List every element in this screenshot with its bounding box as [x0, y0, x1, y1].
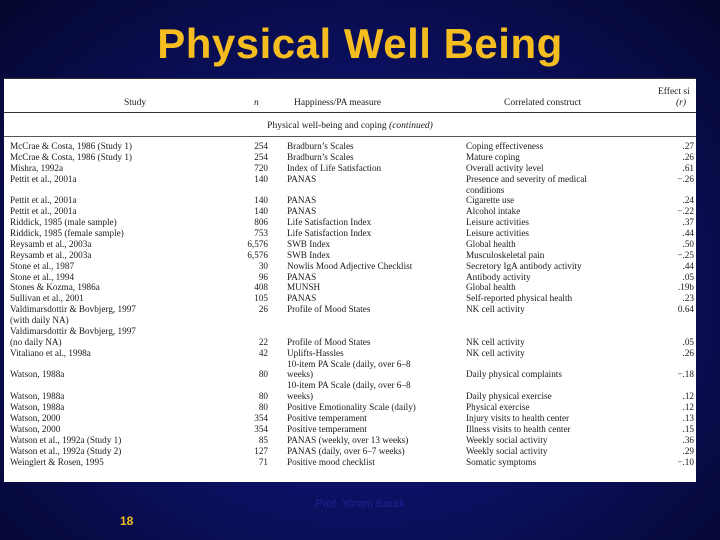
cell-n: 753 [254, 228, 268, 239]
cell-measure: Profile of Mood States [287, 304, 371, 315]
cell-effect: .13 [682, 413, 694, 423]
cell-construct: NK cell activity [466, 347, 525, 358]
cell-study: McCrae & Costa, 1986 (Study 1) [10, 151, 132, 162]
slide-footer: Prof. Yoram Barak [315, 498, 405, 510]
cell-measure: Positive Emotionality Scale (daily) [287, 402, 416, 413]
cell-study: Pettit et al., 2001a [10, 206, 77, 217]
cell-effect: .23 [682, 293, 694, 304]
cell-n: 80 [258, 369, 268, 380]
cell-study: Riddick, 1985 (female sample) [10, 228, 124, 239]
cell-study: Weinglert & Rosen, 1995 [10, 456, 104, 467]
table-row [4, 186, 696, 196]
cell-effect: −.26 [677, 173, 694, 184]
cell-n: 30 [258, 260, 268, 271]
cell-construct: Injury visits to health center [466, 413, 570, 423]
cell-construct: Leisure activities [466, 217, 530, 228]
cell-n: 80 [258, 402, 268, 413]
table-row [4, 392, 696, 402]
table-row [4, 436, 696, 446]
cell-study: Valdimarsdottir & Bovbjerg, 1997 [10, 325, 136, 336]
cell-effect: 0.64 [677, 304, 694, 315]
cell-study: McCrae & Costa, 1986 (Study 1) [10, 141, 132, 151]
cell-construct: Alcohol intake [466, 206, 521, 217]
table-row [4, 360, 696, 370]
cell-study: Vitaliano et al., 1998a [10, 347, 91, 358]
cell-effect: .27 [682, 141, 694, 151]
cell-effect: .24 [682, 195, 694, 206]
cell-n: 140 [254, 173, 268, 184]
cell-construct: NK cell activity [466, 336, 525, 347]
cell-study: Watson, 1988a [10, 391, 65, 402]
cell-measure: weeks) [287, 369, 314, 380]
cell-measure: 10-item PA Scale (daily, over 6–8 [287, 358, 411, 369]
cell-effect: .12 [682, 391, 694, 402]
cell-measure: Bradburn’s Scales [287, 151, 354, 162]
cell-n: 105 [254, 293, 268, 304]
cell-construct: Mature coping [466, 151, 520, 162]
cell-construct: Global health [466, 282, 516, 293]
cell-measure: Life Satisfaction Index [287, 217, 372, 228]
cell-study: Reysamb et al., 2003a [10, 249, 92, 260]
cell-construct: NK cell activity [466, 304, 525, 315]
cell-effect: .61 [682, 162, 694, 173]
cell-effect: −.25 [677, 249, 694, 260]
cell-construct: Daily physical complaints [466, 369, 562, 380]
cell-study: Sullivan et al., 2001 [10, 293, 84, 304]
cell-study: Valdimarsdottir & Bovbjerg, 1997 [10, 304, 136, 315]
cell-effect: .44 [682, 260, 694, 271]
scanned-table [4, 78, 696, 482]
table-row [4, 218, 696, 228]
cell-n: 408 [254, 282, 268, 293]
cell-construct: Weekly social activity [466, 434, 548, 445]
page-number: 18 [120, 514, 134, 528]
cell-effect: .26 [682, 347, 694, 358]
cell-study: Riddick, 1985 (male sample) [10, 217, 117, 228]
cell-measure: PANAS (weekly, over 13 weeks) [287, 434, 409, 445]
header-n: n [254, 98, 259, 108]
cell-construct: Presence and severity of medical [466, 173, 587, 184]
cell-construct: Leisure activities [466, 228, 530, 239]
cell-n: 6,576 [247, 238, 268, 249]
cell-study: Reysamb et al., 2003a [10, 238, 92, 249]
cell-measure: PANAS [287, 206, 317, 217]
cell-study: (no daily NA) [10, 336, 62, 347]
cell-effect: −.22 [677, 206, 694, 217]
cell-study: Watson et al., 1992a (Study 1) [10, 434, 122, 445]
cell-n: 6,576 [247, 249, 268, 260]
table-top-rule [4, 78, 696, 79]
cell-construct: Antibody activity [466, 271, 531, 282]
cell-construct: Coping effectiveness [466, 141, 544, 151]
table-row [4, 381, 696, 391]
cell-effect: .19b [677, 282, 694, 293]
cell-construct: Daily physical exercise [466, 391, 552, 402]
table-row [4, 273, 696, 283]
cell-n: 71 [258, 456, 268, 467]
section-heading [4, 121, 696, 131]
cell-n: 254 [254, 151, 268, 162]
cell-construct: Cigarette use [466, 195, 515, 206]
cell-construct: Illness visits to health center [466, 423, 571, 434]
cell-n: 354 [254, 423, 268, 434]
header-effect-size: Effect si [658, 87, 690, 97]
cell-study: Pettit et al., 2001a [10, 195, 77, 206]
cell-measure: PANAS [287, 173, 317, 184]
cell-n: 26 [258, 304, 268, 315]
header-effect-r: (r) [676, 98, 687, 108]
cell-measure: Positive temperament [287, 413, 367, 423]
section-suffix: (continued) [389, 121, 433, 131]
cell-study: Watson, 2000 [10, 423, 61, 434]
cell-effect: .15 [682, 423, 694, 434]
table-row [4, 240, 696, 250]
cell-effect: .26 [682, 151, 694, 162]
table-row [4, 414, 696, 424]
cell-study: Watson, 1988a [10, 369, 65, 380]
cell-measure: PANAS (daily, over 6–7 weeks) [287, 445, 405, 456]
header-measure: Happiness/PA measure [294, 98, 381, 108]
table-row [4, 142, 696, 152]
table-row [4, 294, 696, 304]
table-row [4, 447, 696, 457]
cell-study: Stone et al., 1987 [10, 260, 75, 271]
cell-effect: .37 [682, 217, 694, 228]
cell-n: 254 [254, 141, 268, 151]
header-bottom-rule [4, 112, 696, 113]
header-construct: Correlated construct [504, 98, 582, 108]
cell-effect: .12 [682, 402, 694, 413]
cell-study: Watson, 1988a [10, 402, 65, 413]
cell-measure: Uplifts-Hassles [287, 347, 344, 358]
table-row [4, 283, 696, 293]
cell-study: (with daily NA) [10, 315, 69, 326]
cell-construct: Musculoskeletal pain [466, 249, 545, 260]
cell-n: 354 [254, 413, 268, 423]
cell-measure: Index of Life Satisfaction [287, 162, 382, 173]
cell-effect: −.18 [677, 369, 694, 380]
table-row [4, 229, 696, 239]
table-row [4, 196, 696, 206]
table-row [4, 262, 696, 272]
table-row [4, 316, 696, 326]
cell-measure: Nowlis Mood Adjective Checklist [287, 260, 413, 271]
cell-construct: Weekly social activity [466, 445, 548, 456]
cell-effect: .50 [682, 238, 694, 249]
cell-study: Stones & Kozma, 1986a [10, 282, 100, 293]
table-row [4, 207, 696, 217]
cell-n: 140 [254, 206, 268, 217]
cell-measure: Profile of Mood States [287, 336, 371, 347]
cell-n: 85 [258, 434, 268, 445]
table-row [4, 175, 696, 185]
header-study: Study [124, 98, 147, 108]
cell-measure: SWB Index [287, 249, 331, 260]
cell-n: 42 [258, 347, 268, 358]
table-row [4, 403, 696, 413]
table-row [4, 425, 696, 435]
section-title: Physical well-being and coping [267, 121, 387, 131]
cell-study: Stone et al., 1994 [10, 271, 75, 282]
table-row [4, 370, 696, 380]
cell-effect: .05 [682, 271, 694, 282]
cell-measure: Bradburn’s Scales [287, 141, 354, 151]
cell-construct: Self-reported physical health [466, 293, 573, 304]
cell-effect: .29 [682, 445, 694, 456]
cell-study: Pettit et al., 2001a [10, 173, 77, 184]
cell-measure: Positive mood checklist [287, 456, 375, 467]
cell-study: Watson, 2000 [10, 413, 61, 423]
cell-measure: PANAS [287, 195, 317, 206]
cell-measure: 10-item PA Scale (daily, over 6–8 [287, 380, 411, 391]
cell-n: 127 [254, 445, 268, 456]
cell-effect: .44 [682, 228, 694, 239]
cell-construct: Physical exercise [466, 402, 530, 413]
cell-n: 96 [258, 271, 268, 282]
cell-construct: Global health [466, 238, 516, 249]
cell-n: 22 [258, 336, 268, 347]
cell-n: 806 [254, 217, 268, 228]
cell-n: 720 [254, 162, 268, 173]
cell-measure: weeks) [287, 391, 314, 402]
table-row [4, 458, 696, 468]
cell-n: 80 [258, 391, 268, 402]
table-row [4, 327, 696, 337]
cell-measure: Life Satisfaction Index [287, 228, 372, 239]
cell-construct: Somatic symptoms [466, 456, 537, 467]
cell-effect: −.10 [677, 456, 694, 467]
cell-study: Watson et al., 1992a (Study 2) [10, 445, 122, 456]
cell-n: 140 [254, 195, 268, 206]
section-rule [4, 136, 696, 137]
table-row [4, 164, 696, 174]
cell-measure: SWB Index [287, 238, 331, 249]
cell-construct: Secretory IgA antibody activity [466, 260, 582, 271]
table-row [4, 338, 696, 348]
table-row [4, 349, 696, 359]
table-row [4, 153, 696, 163]
cell-measure: MUNSH [287, 282, 321, 293]
cell-construct: Overall activity level [466, 162, 544, 173]
cell-measure: PANAS [287, 271, 317, 282]
slide-title: Physical Well Being [157, 20, 563, 67]
cell-effect: .05 [682, 336, 694, 347]
table-row [4, 305, 696, 315]
cell-measure: Positive temperament [287, 423, 367, 434]
cell-study: Mishra, 1992a [10, 162, 64, 173]
cell-effect: .36 [682, 434, 694, 445]
table-row [4, 251, 696, 261]
cell-measure: PANAS [287, 293, 317, 304]
cell-construct: conditions [466, 184, 505, 195]
